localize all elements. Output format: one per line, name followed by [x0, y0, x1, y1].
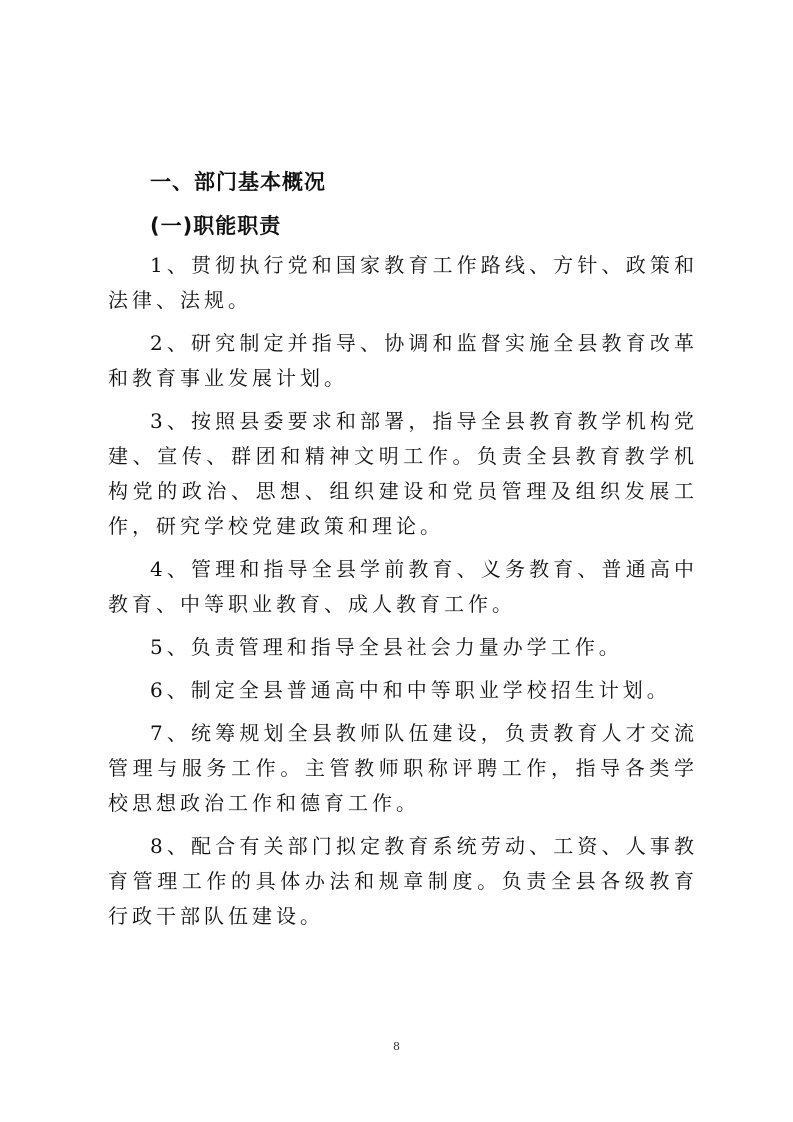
section-subtitle: (一)职能职责 [150, 214, 282, 238]
page-number: 8 [393, 1040, 400, 1053]
page-content [108, 160, 698, 942]
duty-item-1: 1、贯彻执行党和国家教育工作路线、方针、政策和法律、法规。 [108, 253, 698, 312]
section-title: 一、部门基本概况 [150, 170, 326, 194]
duty-item-4: 4、管理和指导全县学前教育、义务教育、普通高中教育、中等职业教育、成人教育工作。 [108, 557, 698, 616]
duty-item-7: 7、统筹规划全县教师队伍建设，负责教育人才交流管理与服务工作。主管教师职称评聘工作，指导各类学校思想政治工作和德育工作。 [108, 721, 698, 815]
duty-item-5: 5、负责管理和指导全县社会力量办学工作。 [150, 635, 623, 659]
duty-item-3: 3、按照县委要求和部署，指导全县教育教学机构党建、宣传、群团和精神文明工作。负责全县教育教学机构党的政治、思想、组织建设和党员管理及组织发展工作，研究学校党建政策和理论。 [108, 409, 698, 538]
duty-item-2: 2、研究制定并指导、协调和监督实施全县教育改革和教育事业发展计划。 [108, 331, 698, 390]
duty-item-6: 6、制定全县普通高中和中等职业学校招生计划。 [150, 678, 671, 702]
duty-item-8: 8、配合有关部门拟定教育系统劳动、工资、人事教育管理工作的具体办法和规章制度。负责全县各级教育行政干部队伍建设。 [108, 834, 698, 928]
